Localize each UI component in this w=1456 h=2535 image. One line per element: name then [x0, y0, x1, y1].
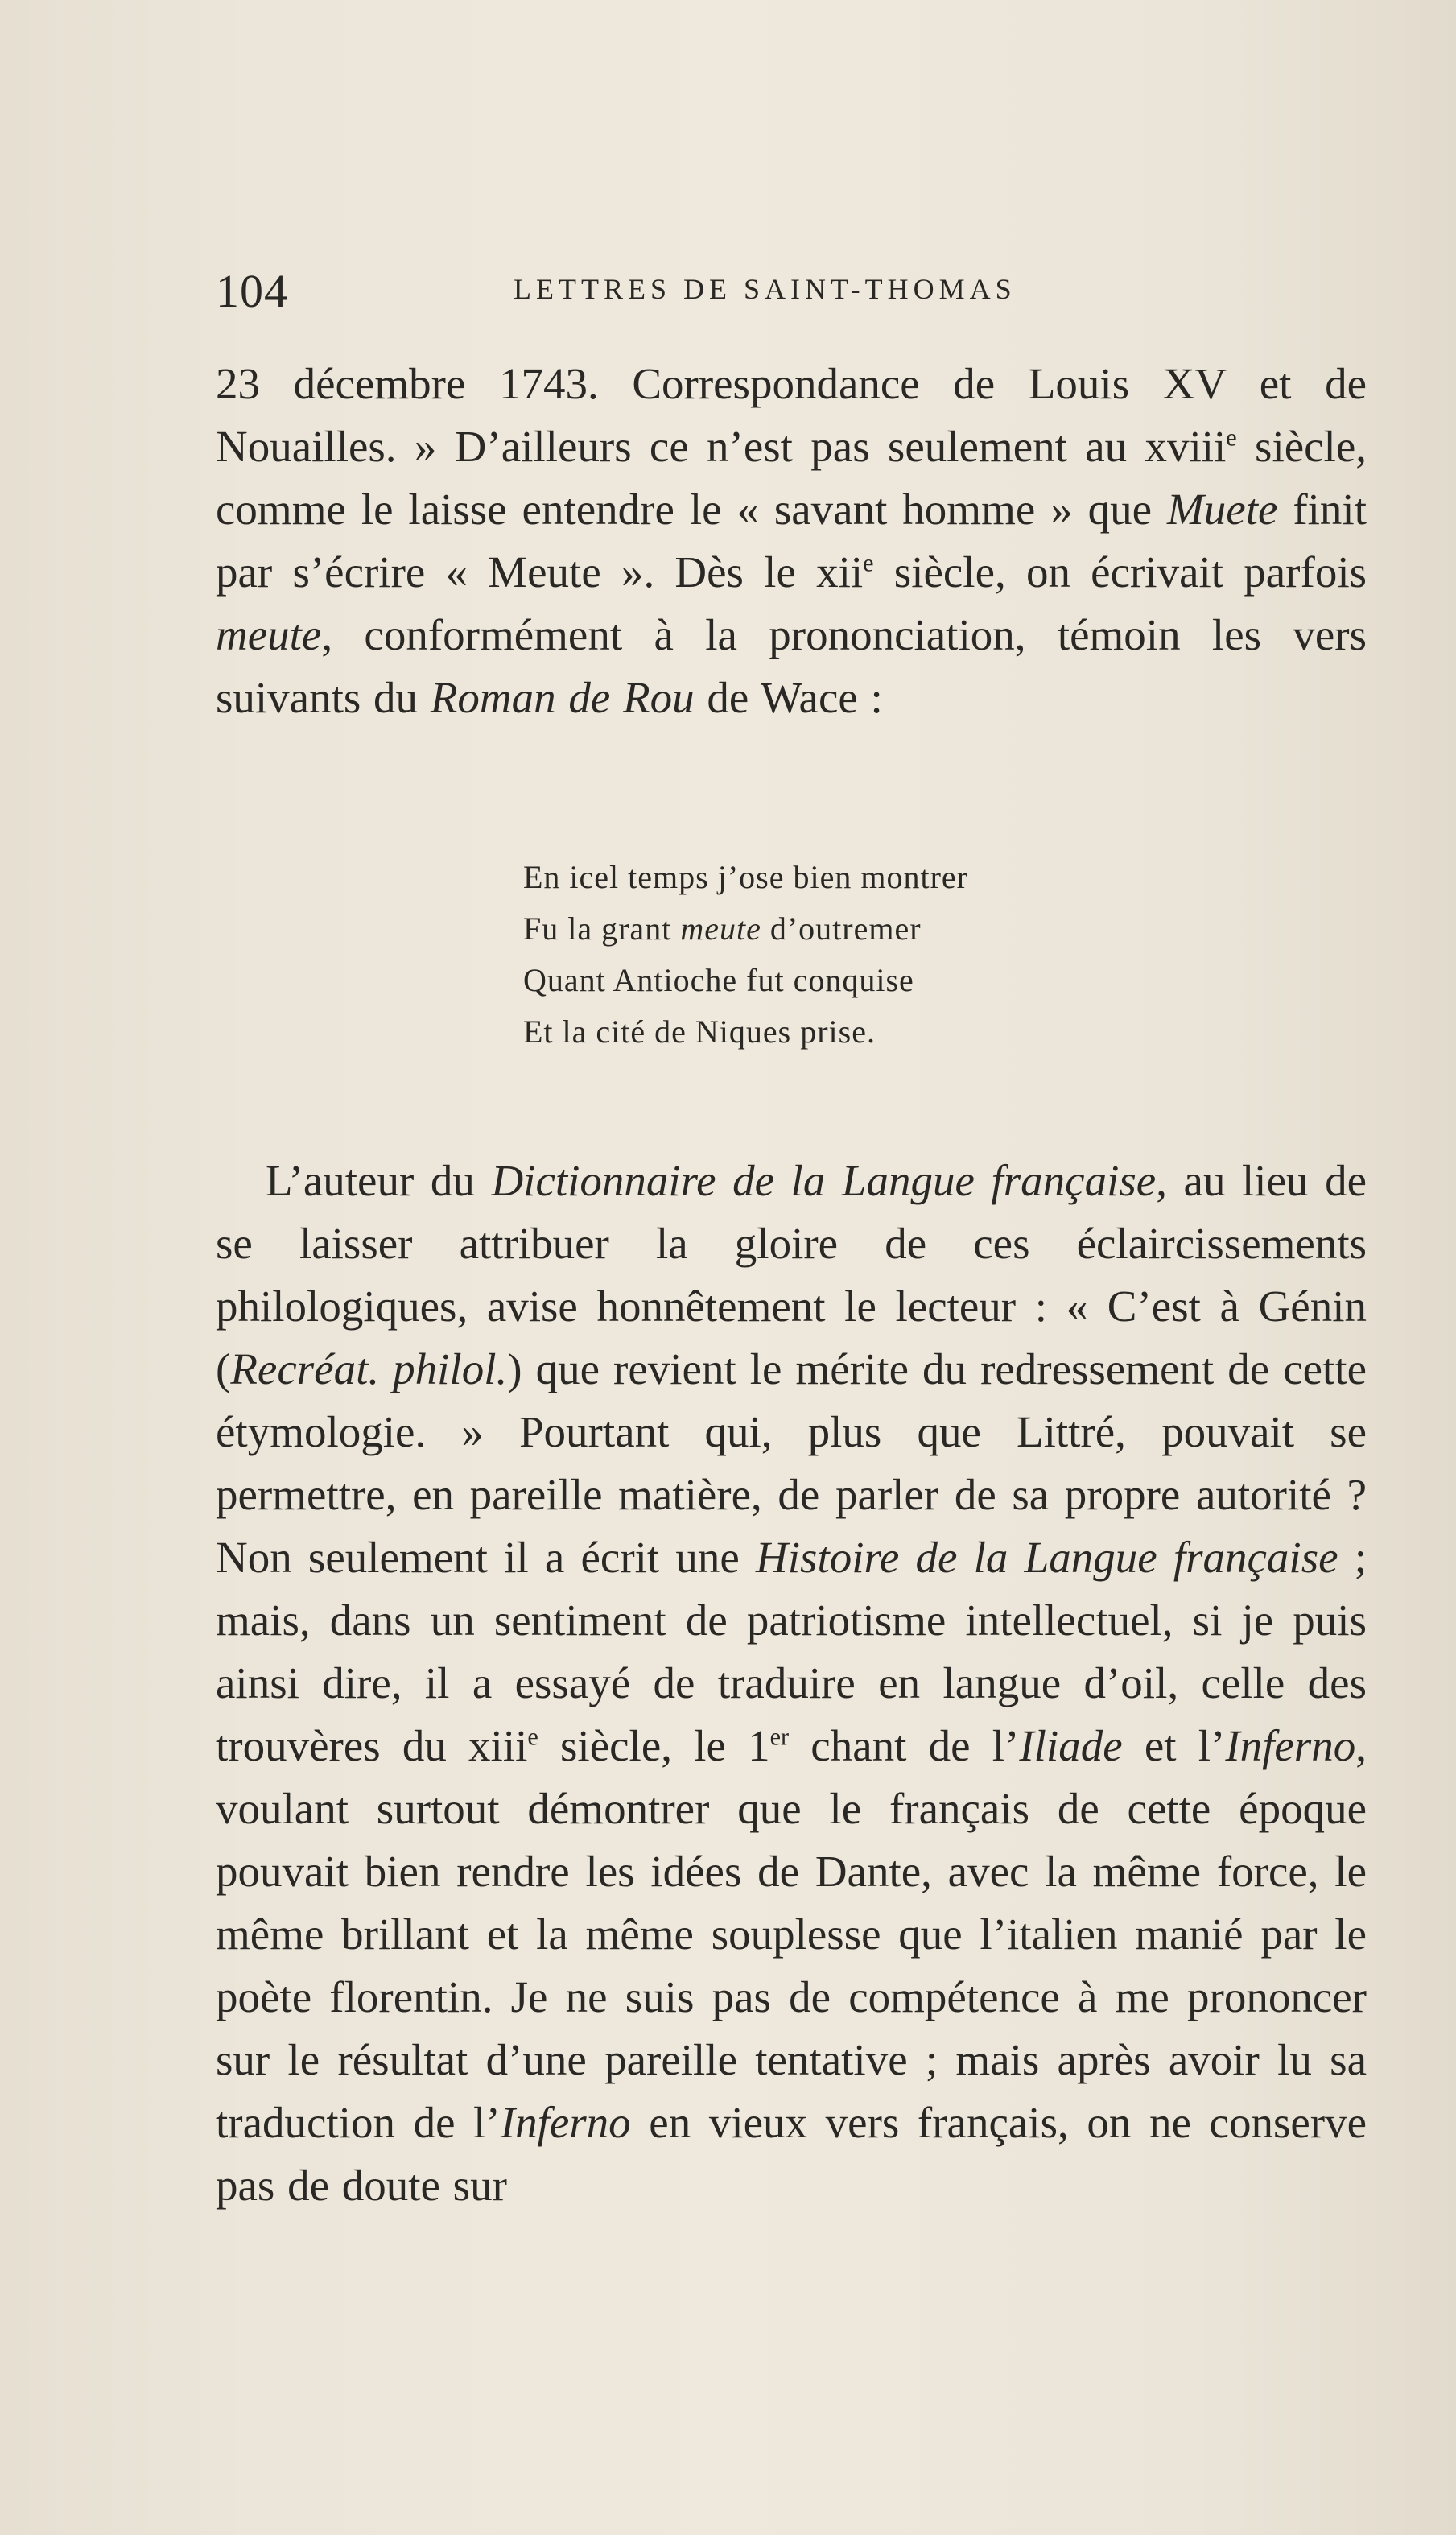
- verse-italic-meute: meute: [680, 910, 761, 947]
- superscript: e: [863, 549, 874, 577]
- italic-title-inferno: Inferno: [500, 2098, 631, 2147]
- text-run: L’auteur du: [266, 1156, 492, 1205]
- text-run: siècle, comme le laisse entendre le « savant homme » que: [216, 422, 1367, 534]
- superscript: e: [527, 1723, 538, 1751]
- paragraph-1: [216, 353, 1367, 729]
- superscript: er: [769, 1723, 790, 1751]
- running-title: LETTRES DE SAINT-THOMAS: [514, 273, 1017, 305]
- text-run: , voulant surtout démontrer que le français de cette époque pouvait bien rendre les idées de Dante, avec la même force, le même brillant et la même souplesse que l’italien manié par le poète florentin. Je ne suis pas de compétence à me prononcer sur le résultat d’une pareille tentative ; mais après avoir lu sa traduction de l’: [216, 1721, 1367, 2147]
- superscript: e: [1226, 423, 1237, 452]
- verse-text: d’outremer: [761, 910, 922, 947]
- text-run: , au lieu de se laisser attribuer la gloire de ces éclaircissements philologiques, avise honnêtement le lecteur : « C’est à Génin (: [216, 1156, 1367, 1393]
- text-run: et l’: [1122, 1721, 1226, 1770]
- text-run: , conformément à la prononciation, témoin les vers suivants du: [216, 610, 1367, 722]
- page-number: 104: [216, 265, 288, 317]
- verse-quotation: [523, 852, 1167, 1058]
- text-run: de Wace :: [694, 673, 883, 722]
- text-run: 23 décembre 1743. Correspondance de Louis XV et de Nouailles. » D’ailleurs ce n’est pas seulement au xviii: [216, 359, 1367, 471]
- italic-title-inferno: Inferno: [1225, 1721, 1356, 1770]
- text-run: chant de l’: [789, 1721, 1020, 1770]
- verse-text: Fu la grant: [523, 910, 681, 947]
- text-run: siècle, on écrivait parfois: [873, 547, 1367, 597]
- italic-title-histoire: Histoire de la Langue française: [756, 1533, 1338, 1582]
- verse-line-2: [523, 903, 1167, 955]
- italic-title-roman-de-rou: Roman de Rou: [430, 673, 695, 722]
- verse-line-4: Et la cité de Niques prise.: [523, 1014, 876, 1050]
- text-run: finit par s’écrire « Meute ». Dès le xii: [216, 485, 1367, 597]
- text-run: en vieux vers français, on ne conserve pas de doute sur: [216, 2098, 1367, 2210]
- verse-line-1: En icel temps j’ose bien montrer: [523, 859, 968, 895]
- italic-title-iliade: Iliade: [1019, 1721, 1123, 1770]
- text-run: ; mais, dans un sentiment de patriotisme intellectuel, si je puis ainsi dire, il a essayé de traduire en langue d’oil, celle des trouvères du xiii: [216, 1533, 1367, 1770]
- page-header: [216, 258, 1375, 322]
- italic-word-meute: meute: [216, 610, 322, 659]
- italic-title-recreat: Recréat. philol.: [230, 1344, 508, 1393]
- verse-line-3: Quant Antioche fut conquise: [523, 962, 914, 998]
- text-run: siècle, le 1: [538, 1721, 770, 1770]
- italic-title-dictionnaire: Dictionnaire de la Langue française: [491, 1156, 1157, 1205]
- text-run: ) que revient le mérite du redressement de cette étymologie. » Pourtant qui, plus que Littré, pouvait se permettre, en pareille matière, de parler de sa propre autorité ? Non seulement il a écrit une: [216, 1344, 1367, 1582]
- italic-title-muete: Muete: [1166, 485, 1278, 534]
- paragraph-2: [216, 1150, 1367, 2217]
